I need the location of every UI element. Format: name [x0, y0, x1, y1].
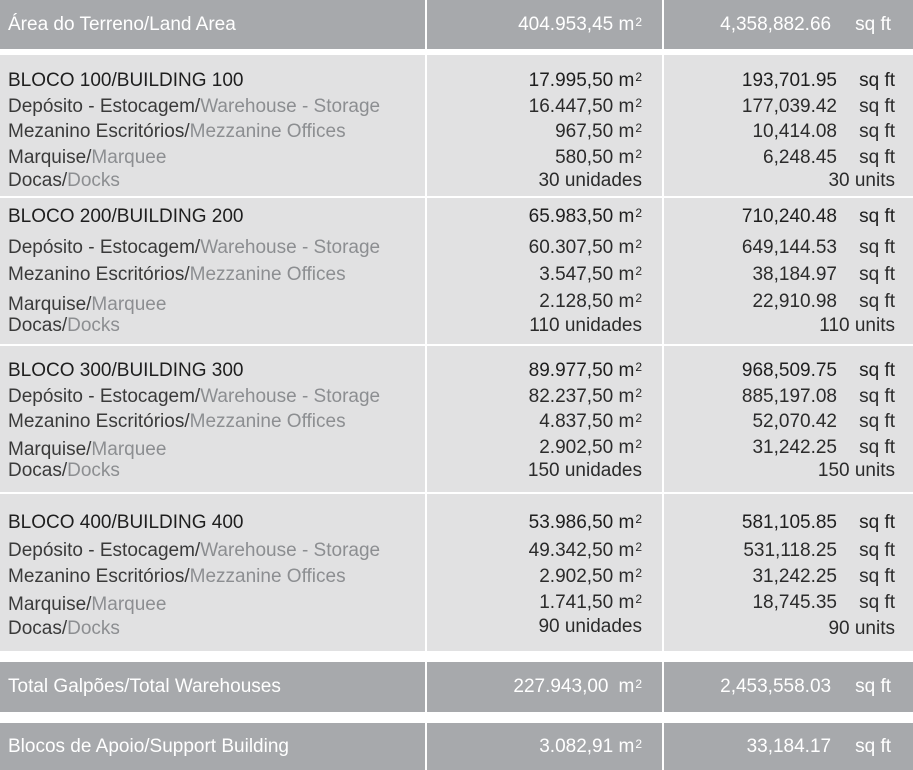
row-label: Depósito - Estocagem/Warehouse - Storage [8, 95, 381, 117]
building-200-block [0, 198, 913, 344]
total-m2: 17.995,50 $m^2$ [528, 70, 642, 91]
value-m2: 3.547,50 $m^2$ [539, 264, 642, 285]
value-sqft: 38,184.97 sq ft [752, 264, 895, 285]
value-m2: 16.447,50 $m^2$ [528, 95, 642, 117]
value-sqft: 31,242.25 sq ft [752, 436, 895, 458]
total-sqft: 581,105.85 sq ft [741, 512, 895, 533]
total-sqft: 968,509.75 sq ft [741, 360, 895, 381]
building-100-sqft [662, 55, 913, 196]
value-sqft: 10,414.08 sq ft [752, 121, 895, 142]
land-area-m2: 404.953,45 m $^2$ [425, 0, 662, 49]
building-400-labels [0, 494, 425, 651]
value-sqft: 885,197.08 sq ft [741, 385, 895, 407]
building-200-m2 [425, 198, 662, 344]
row-label: Mezanino Escritórios/Mezzanine Offices [8, 411, 346, 432]
building-200-labels [0, 198, 425, 344]
support-building-m2: 3.082,91 m $^2$ [425, 723, 662, 770]
docks-units: 90 units [828, 618, 895, 639]
row-label: Docas/Docks [8, 618, 120, 639]
docks-qty: 150 unidades [527, 460, 642, 481]
value-sqft: 52,070.42 sq ft [752, 411, 895, 432]
value-sqft: 31,242.25 sq ft [752, 566, 895, 587]
row-label: Marquise/Marquee [8, 294, 167, 315]
total-m2: 65.983,50 $m^2$ [528, 206, 642, 227]
building-300-m2 [425, 346, 662, 492]
value-sqft: 177,039.42 sq ft [741, 95, 895, 117]
value-m2: 967,50 $m^2$ [555, 121, 642, 142]
row-label: Depósito - Estocagem/Warehouse - Storage [8, 385, 381, 407]
total-m2: 89.977,50 $m^2$ [528, 360, 642, 381]
docks-units: 150 units [817, 460, 895, 481]
row-label: Docas/Docks [8, 315, 120, 336]
building-title: BLOCO 100/BUILDING 100 [8, 70, 244, 91]
total-warehouses-row [0, 662, 913, 712]
docks-qty: 30 unidades [538, 170, 642, 191]
value-m2: 82.237,50 $m^2$ [528, 385, 642, 407]
value-sqft: 649,144.53 sq ft [741, 237, 895, 258]
land-area-row [0, 0, 913, 49]
total-m2: 53.986,50 $m^2$ [528, 512, 642, 533]
support-building-label: Blocos de Apoio/Support Building [8, 735, 289, 757]
value-m2: 1.741,50 $m^2$ [539, 592, 642, 613]
value-m2: 60.307,50 $m^2$ [528, 237, 642, 258]
building-100-m2 [425, 55, 662, 196]
value-sqft: 18,745.35 sq ft [752, 592, 895, 613]
value-m2: 2.128,50 $m^2$ [539, 291, 642, 312]
building-100-labels [0, 55, 425, 196]
value-m2: 2.902,50 $m^2$ [539, 436, 642, 458]
row-label: Depósito - Estocagem/Warehouse - Storage [8, 237, 381, 258]
row-label: Marquise/Marquee [8, 594, 167, 615]
docks-units: 110 units [819, 315, 895, 336]
row-label: Mezanino Escritórios/Mezzanine Offices [8, 566, 346, 587]
row-label: Marquise/Marquee [8, 146, 167, 168]
support-building-row [0, 723, 913, 770]
support-building-sqft: 33,184.17 sq ft [662, 723, 913, 770]
building-300-block [0, 346, 913, 492]
row-label: Mezanino Escritórios/Mezzanine Offices [8, 121, 346, 142]
total-warehouses-label: Total Galpões/Total Warehouses [8, 676, 281, 697]
value-sqft: 531,118.25 sq ft [743, 540, 895, 561]
value-m2: 580,50 $m^2$ [555, 146, 642, 168]
total-warehouses-m2: 227.943,00 m $^2$ [425, 662, 662, 712]
docks-qty: 90 unidades [538, 616, 642, 637]
building-100-block [0, 55, 913, 196]
building-title: BLOCO 400/BUILDING 400 [8, 512, 244, 533]
docks-qty: 110 unidades [529, 315, 642, 336]
building-200-sqft [662, 198, 913, 344]
building-400-sqft [662, 494, 913, 651]
building-title: BLOCO 300/BUILDING 300 [8, 360, 244, 381]
value-m2: 49.342,50 $m^2$ [528, 540, 642, 561]
total-sqft: 710,240.48 sq ft [741, 206, 895, 227]
building-400-m2 [425, 494, 662, 651]
value-m2: 4.837,50 $m^2$ [539, 411, 642, 432]
total-warehouses-sqft: 2,453,558.03 sq ft [662, 662, 913, 712]
row-label: Docas/Docks [8, 460, 120, 481]
row-label: Marquise/Marquee [8, 438, 167, 460]
row-label: Docas/Docks [8, 170, 120, 191]
land-area-label: Área do Terreno/Land Area [8, 13, 236, 35]
value-m2: 2.902,50 $m^2$ [539, 566, 642, 587]
building-title: BLOCO 200/BUILDING 200 [8, 206, 244, 227]
docks-units: 30 units [828, 170, 895, 191]
building-400-block [0, 494, 913, 651]
value-sqft: 22,910.98 sq ft [752, 291, 895, 312]
value-sqft: 6,248.45 sq ft [763, 146, 895, 168]
building-300-labels [0, 346, 425, 492]
building-300-sqft [662, 346, 913, 492]
row-label: Depósito - Estocagem/Warehouse - Storage [8, 540, 381, 561]
land-area-sqft: 4,358,882.66 sq ft [662, 0, 913, 49]
total-sqft: 193,701.95 sq ft [741, 70, 895, 91]
row-label: Mezanino Escritórios/Mezzanine Offices [8, 264, 346, 285]
